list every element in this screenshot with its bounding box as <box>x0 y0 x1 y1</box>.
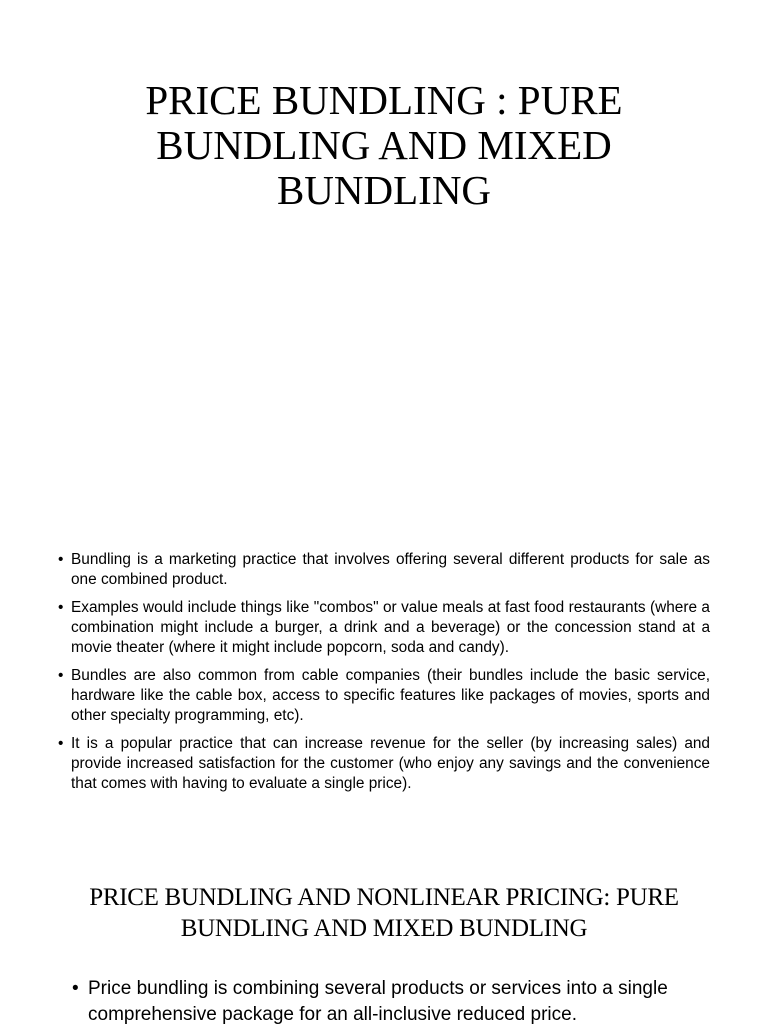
bullet-list-2 <box>72 976 712 1024</box>
bullet-list <box>56 550 710 802</box>
bullet-text: Bundles are also common from cable companies (their bundles include the basic service, hardware like the cable box, access to specific features like packages of movies, sports and other specialty programming, etc). <box>71 667 710 724</box>
bullet-dot-icon: • <box>58 667 64 684</box>
bullet-text: Price bundling is combining several products or services into a single comprehensive package for an all-inclusive reduced price. <box>88 978 668 1024</box>
bullet-dot-icon: • <box>58 599 64 616</box>
bullet-item <box>56 550 710 590</box>
section-title: PRICE BUNDLING AND NONLINEAR PRICING: PURE BUNDLING AND MIXED BUNDLING <box>89 884 679 942</box>
bullet-dot-icon: • <box>58 735 64 752</box>
bullet-item <box>56 598 710 658</box>
bullet-text: It is a popular practice that can increase revenue for the seller (by increasing sales) and provide increased satisfaction for the customer (who enjoy any savings and the convenience that comes with having to evaluate a single price). <box>71 735 710 792</box>
bullet-text: Bundling is a marketing practice that involves offering several different products for sale as one combined product. <box>71 551 710 588</box>
bullet-dot-icon: • <box>72 978 79 999</box>
slide-title: PRICE BUNDLING : PURE BUNDLING AND MIXED BUNDLING <box>145 77 623 213</box>
bullet-item <box>56 666 710 726</box>
bullet-item <box>56 734 710 794</box>
bullet-dot-icon: • <box>58 551 64 568</box>
bullet-text: Examples would include things like "combos" or value meals at fast food restaurants (where a combination might include a burger, a drink and a beverage) or the concession stand at a movie theater (where it might include popcorn, soda and candy). <box>71 599 710 656</box>
bullet-item <box>72 976 712 1024</box>
